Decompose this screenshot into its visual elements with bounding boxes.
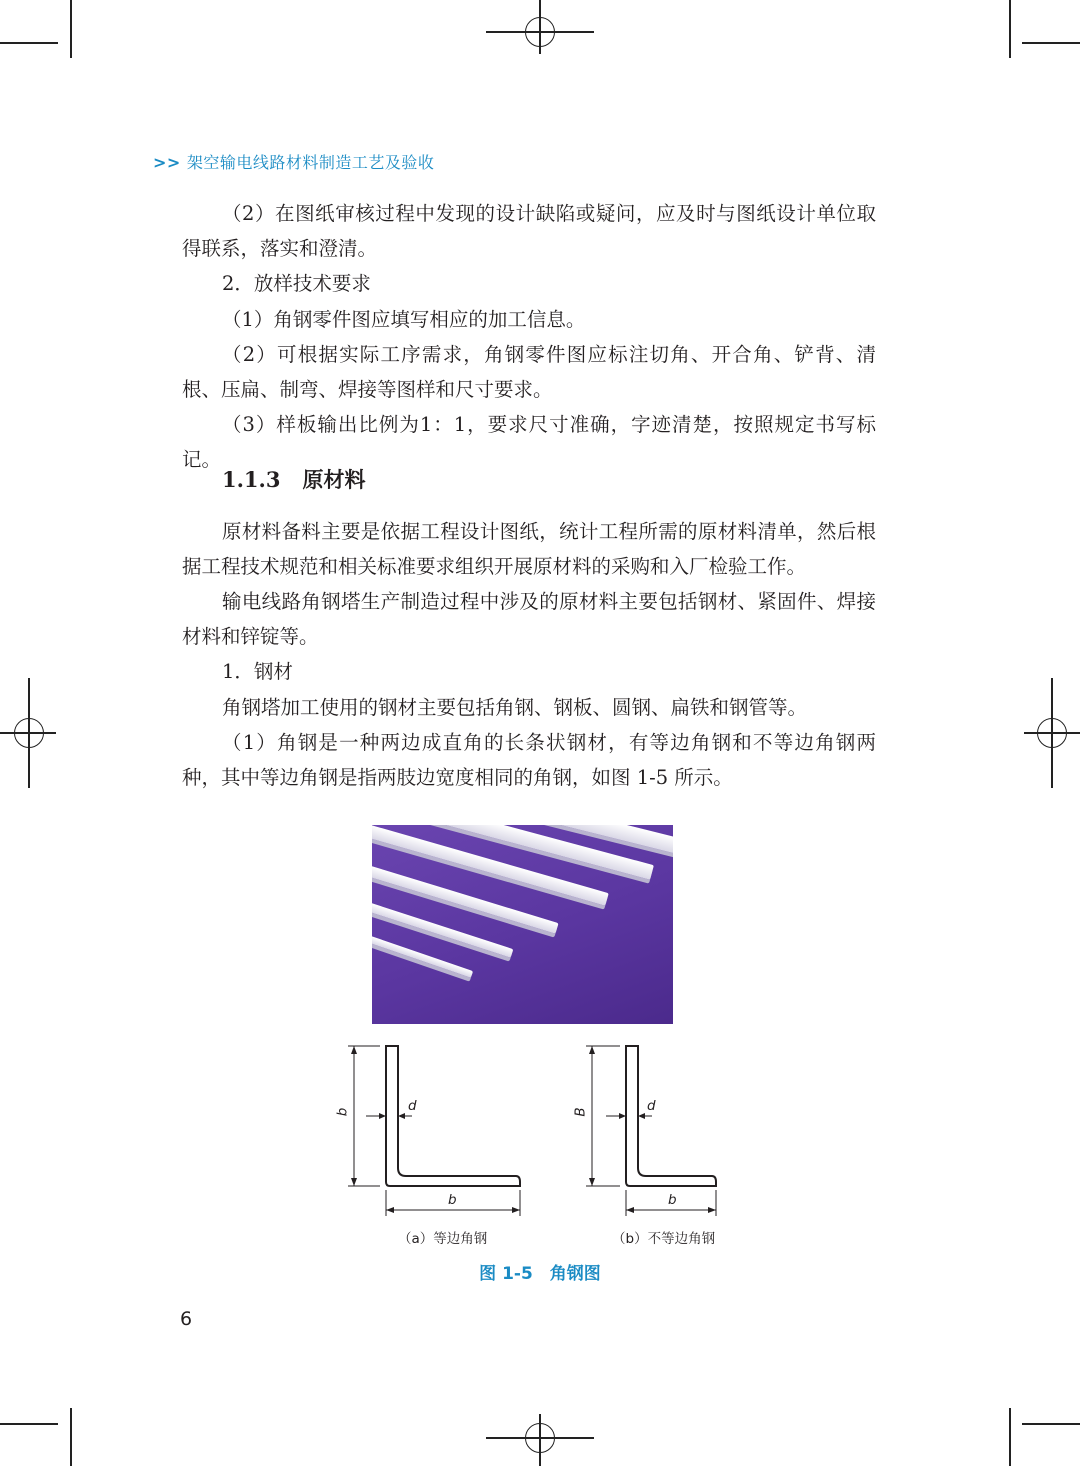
subheading: 1．钢材	[222, 660, 293, 683]
section-number: 1.1.3	[222, 467, 281, 492]
subheading: 2．放样技术要求	[222, 272, 371, 295]
running-header	[153, 150, 434, 173]
width-label-b: b	[668, 1192, 677, 1208]
paragraph: 原材料备料主要是依据工程设计图纸，统计工程所需的原材料清单，然后根据工程技术规范和相关标准要求组织开展原材料的采购和入厂检验工作。	[182, 520, 876, 578]
thickness-label-b: d	[647, 1098, 656, 1114]
caption-b: （b）不等边角钢	[612, 1231, 716, 1247]
paragraph: （3）样板输出比例为1：1，要求尺寸准确，字迹清楚，按照规定书写标记。	[182, 413, 876, 471]
paragraph: 输电线路角钢塔生产制造过程中涉及的原材料主要包括钢材、紧固件、焊接材料和锌锭等。	[182, 590, 876, 648]
paragraph: （1）角钢零件图应填写相应的加工信息。	[222, 308, 586, 331]
caption-a: （a）等边角钢	[398, 1231, 488, 1247]
paragraph: （2）可根据实际工序需求，角钢零件图应标注切角、开合角、铲背、清根、压扁、制弯、焊接等图样和尺寸要求。	[182, 343, 876, 401]
page-number: 6	[180, 1308, 193, 1330]
chevron-icon: >>	[153, 153, 181, 172]
paragraph: （2）在图纸审核过程中发现的设计缺陷或疑问，应及时与图纸设计单位取得联系，落实和澄清。	[182, 202, 876, 260]
width-label-a: b	[448, 1192, 457, 1208]
figure-caption: 图 1-5 角钢图	[479, 1264, 601, 1284]
unequal-angle-diagram	[568, 1040, 728, 1220]
thickness-label-a: d	[408, 1098, 417, 1114]
section-title: 原材料	[302, 467, 366, 492]
angle-steel-photo	[372, 825, 673, 1024]
height-label-b: B	[572, 1107, 589, 1117]
paragraph: （1）角钢是一种两边成直角的长条状钢材，有等边角钢和不等边角钢两种，其中等边角钢是指两肢边宽度相同的角钢，如图 1-5 所示。	[182, 731, 876, 789]
equal-angle-diagram	[330, 1040, 540, 1220]
section-heading	[222, 464, 365, 494]
paragraph: 角钢塔加工使用的钢材主要包括角钢、钢板、圆钢、扁铁和钢管等。	[222, 696, 808, 719]
header-title: 架空输电线路材料制造工艺及验收	[186, 153, 435, 172]
height-label-a: b	[334, 1107, 351, 1117]
